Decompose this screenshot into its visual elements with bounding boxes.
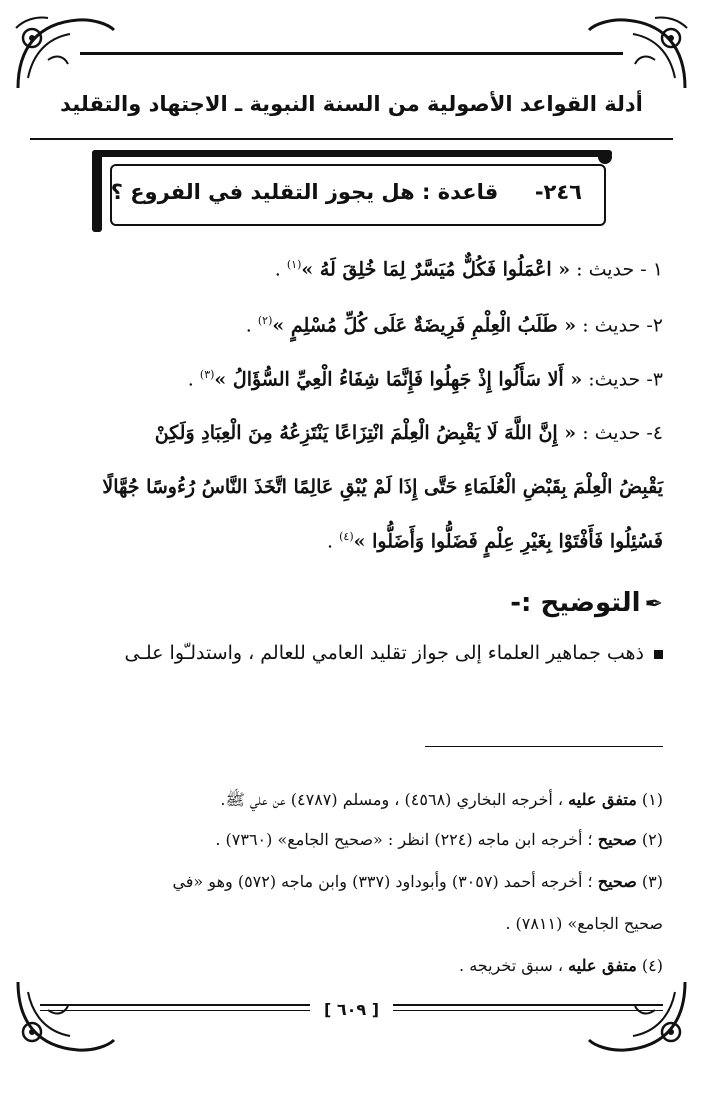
footnote-grade: متفق عليه	[568, 790, 637, 809]
explanation-text: ذهب جماهير العلماء إلى جواز تقليد العامي للعالم ، واستدلـّوا علـى	[124, 642, 644, 664]
hadith-suffix: .	[187, 368, 200, 391]
footnote-number: (٣)	[641, 872, 663, 891]
explanation-heading	[510, 588, 663, 618]
explanation-heading-text: التوضيح :-	[510, 588, 641, 618]
hadith-prefix: ٤- حديث :	[576, 422, 663, 444]
bullet-square-icon	[654, 650, 663, 659]
explanation-paragraph	[36, 642, 663, 664]
rule-number: ٢٤٦-	[534, 180, 582, 204]
footnote-3	[36, 872, 663, 891]
header-divider-top	[80, 52, 623, 55]
footnote-4	[36, 956, 663, 975]
footnote-number: (٤)	[641, 956, 663, 975]
hadith-text: « طَلَبُ الْعِلْمِ فَرِيضَةٌ عَلَى كُلِّ مُسْلِمٍ »	[272, 314, 577, 337]
footnote-number: (١)	[641, 790, 663, 809]
hadith-suffix: .	[327, 530, 340, 553]
hadith-text: يَقْبِضُ الْعِلْمَ بِقَبْضِ الْعُلَمَاءِ حَتَّى إِذَا لَمْ يُبْقِ عَالِمًا اتَّخَذَ النَّاسُ رُءُوسًا جُهَّالًا	[102, 476, 663, 498]
footnote-grade: متفق عليه	[568, 956, 637, 975]
rule-box-left-bar	[92, 150, 102, 232]
hadith-line-2	[36, 314, 663, 336]
running-header-title: أدلة القواعد الأصولية من السنة النبوية ـ الاجتهاد والتقليد	[60, 92, 643, 116]
footnote-text: ، أخرجه البخاري (٤٥٦٨) ، ومسلم (٤٧٨٧) عن علي ﷺ.	[220, 790, 569, 809]
rule-box-top-bar	[92, 150, 612, 157]
hadith-text: « أَلا سَأَلُوا إِذْ جَهِلُوا فَإِنَّمَا شِفَاءُ الْعِيِّ السُّؤَالُ »	[214, 368, 583, 391]
hadith-4-line-3	[36, 530, 663, 552]
hadith-prefix: ١ - حديث :	[570, 258, 663, 281]
hadith-prefix: ٣- حديث:	[582, 368, 663, 391]
hadith-suffix: .	[245, 314, 258, 337]
footnote-1	[36, 790, 663, 813]
footnote-grade: صحيح	[597, 830, 637, 849]
hadith-suffix: .	[274, 258, 287, 281]
rule-heading	[112, 180, 582, 204]
footnote-text: ؛ أخرجه ابن ماجه (٢٢٤) انظر : «صحيح الجامع» (٧٣٦٠) .	[215, 830, 598, 849]
hadith-4-line-1	[36, 422, 663, 444]
footnote-grade: صحيح	[597, 872, 637, 891]
rule-heading-box	[92, 150, 612, 232]
footnote-ref: (١)	[286, 258, 302, 271]
footnote-text: صحيح الجامع» (٧٨١١) .	[505, 914, 663, 933]
footnote-ref: (٣)	[199, 368, 215, 381]
footnote-2	[36, 830, 663, 849]
footnote-ref: (٢)	[257, 314, 273, 327]
footnote-separator	[425, 746, 663, 747]
rule-box-knob-icon	[598, 150, 612, 164]
footnote-ref: (٤)	[339, 530, 354, 543]
hadith-text: « إِنَّ اللَّهَ لَا يَقْبِضُ الْعِلْمَ انْتِزَاعًا يَنْتَزِعُهُ مِنَ الْعِبَادِ وَلَكِنْ	[154, 422, 577, 444]
header-divider-bottom	[30, 138, 673, 140]
footnote-text: ؛ أخرجه أحمد (٣٠٥٧) وأبوداود (٣٣٧) وابن ماجه (٥٧٢) وهو «في	[172, 872, 598, 891]
footnote-text: ، سبق تخريجه .	[459, 956, 569, 975]
hadith-line-3	[36, 368, 663, 390]
hadith-text: « اعْمَلُوا فَكُلٌّ مُيَسَّرٌ لِمَا خُلِقَ لَهُ »	[301, 258, 571, 281]
footnote-number: (٢)	[641, 830, 663, 849]
rule-title: قاعدة : هل يجوز التقليد في الفروع ؟	[110, 180, 499, 204]
page-number-text: [ ٦٠٩ ]	[310, 1000, 393, 1019]
hadith-prefix: ٢- حديث :	[576, 314, 663, 337]
hadith-4-line-2	[36, 476, 663, 498]
quill-ornament-icon: ✒	[644, 592, 663, 617]
page-number	[0, 1000, 703, 1019]
hadith-text: فَسُئِلُوا فَأَفْتَوْا بِغَيْرِ عِلْمٍ فَضَلُّوا وَأَضَلُّوا »	[353, 530, 663, 553]
footnote-3-continued	[36, 914, 663, 933]
hadith-line-1	[36, 258, 663, 280]
